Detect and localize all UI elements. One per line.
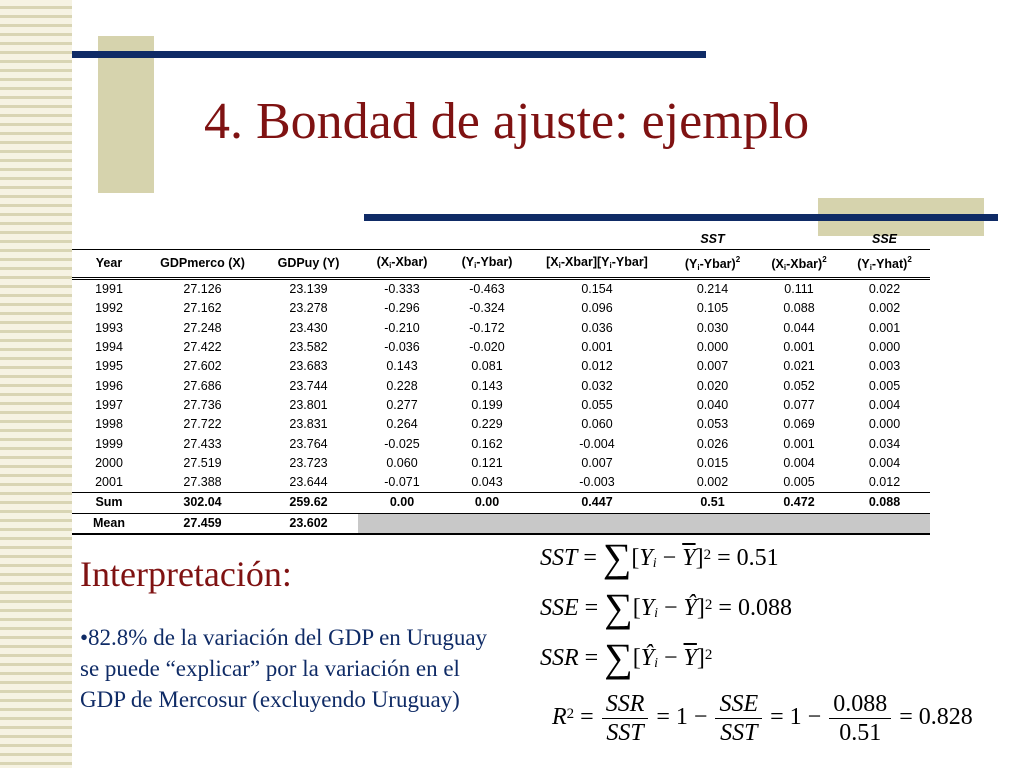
r2-formula: $R^2$ = $\frac{\text{SSR}}{\text{SST}}$ = 1 − $\frac{\text{SSE}}{\text{SST}}$ = 1 − $\frac{0.088}{0.51}$ = 0.828 <box>552 691 973 746</box>
value-cell: 0.199 <box>471 397 503 412</box>
value-cell: 0.005 <box>868 378 901 393</box>
value-cell: 0.228 <box>386 378 418 393</box>
value-cell: 0.081 <box>471 359 503 374</box>
value-cell: -0.036 <box>384 340 420 355</box>
ssr-formula: SSR = $\sum[Ŷ_i - \overline{Y}]^2$ <box>540 635 713 680</box>
value-cell: 0.004 <box>868 455 901 470</box>
tan-block-decoration <box>98 36 154 193</box>
value-cell: -0.210 <box>384 320 420 335</box>
mean-cell: 23.602 <box>259 513 358 534</box>
year-cell: 2000 <box>95 455 123 470</box>
value-cell: 0.069 <box>783 417 815 432</box>
interpretation-text: •82.8% de la variación del GDP en Uruguay se puede “explicar” por la variación en el GDP de Mercosur (excluyendo Uruguay) <box>80 625 488 712</box>
table-row <box>72 454 930 473</box>
value-cell: 0.096 <box>581 301 613 316</box>
value-cell: 0.055 <box>581 397 613 412</box>
mean-empty-shaded <box>358 513 930 534</box>
value-cell: -0.025 <box>384 436 420 451</box>
sse-group-label: SSE <box>871 232 897 246</box>
value-cell: 0.060 <box>386 455 418 470</box>
table-row <box>72 357 930 376</box>
year-cell: 1996 <box>95 378 123 393</box>
year-cell: 1997 <box>95 397 123 412</box>
value-cell: 0.154 <box>581 282 613 297</box>
value-cell: -0.333 <box>384 282 420 297</box>
table-body <box>72 279 930 534</box>
value-cell: 0.088 <box>783 301 815 316</box>
value-cell: 0.229 <box>471 417 503 432</box>
value-cell: 0.005 <box>783 475 815 490</box>
table-row <box>72 299 930 318</box>
value-cell: 0.036 <box>581 320 613 335</box>
slide-title: 4. Bondad de ajuste: ejemplo <box>204 93 810 150</box>
value-cell: 23.139 <box>289 282 328 297</box>
value-cell: 0.143 <box>386 359 418 374</box>
table-row <box>72 434 930 453</box>
year-cell: 1993 <box>95 320 123 335</box>
header-x-dev: $(X_i-Xbar)$ <box>358 250 446 279</box>
sum-cell: 0.00 <box>446 493 528 513</box>
value-cell: 0.021 <box>783 359 815 374</box>
header-gdpmerco: GDPmerco (X) <box>146 250 259 279</box>
value-cell: -0.071 <box>384 475 420 490</box>
value-cell: 0.053 <box>696 417 729 432</box>
table-group-row <box>72 230 930 250</box>
value-cell: 0.000 <box>696 340 729 355</box>
value-cell: 23.644 <box>289 475 328 490</box>
year-cell: 1995 <box>95 359 123 374</box>
value-cell: -0.463 <box>469 282 505 297</box>
value-cell: 23.582 <box>289 340 328 355</box>
value-cell: 23.683 <box>289 359 328 374</box>
value-cell: 0.012 <box>581 359 613 374</box>
header-gdpuy: GDPuy (Y) <box>259 250 358 279</box>
header-xy-product: $[X_i-Xbar][Y_i-Ybar]$ <box>528 250 666 279</box>
value-cell: 0.143 <box>471 378 503 393</box>
value-cell: 0.000 <box>868 340 901 355</box>
value-cell: 0.111 <box>784 282 814 297</box>
sum-cell: 0.472 <box>759 493 839 513</box>
value-cell: 0.043 <box>471 475 503 490</box>
value-cell: 0.020 <box>696 378 729 393</box>
value-cell: 0.052 <box>783 378 815 393</box>
value-cell: 0.002 <box>696 475 729 490</box>
mean-label: Mean <box>72 513 146 534</box>
left-stripe-decoration <box>0 0 72 768</box>
value-cell: 27.722 <box>183 417 222 432</box>
header-x-dev-sq: $(X_i-Xbar)^2$ <box>759 250 839 279</box>
middle-navy-bar <box>364 214 998 221</box>
sst-group-label: SST <box>700 232 725 246</box>
value-cell: 23.831 <box>289 417 328 432</box>
value-cell: 27.388 <box>183 475 222 490</box>
sum-cell: 0.51 <box>666 493 759 513</box>
value-cell: 0.026 <box>696 436 729 451</box>
value-cell: 0.000 <box>868 417 901 432</box>
value-cell: 27.248 <box>183 320 222 335</box>
value-cell: 0.034 <box>868 436 901 451</box>
value-cell: 23.278 <box>289 301 328 316</box>
value-cell: 0.003 <box>868 359 901 374</box>
r2-sse-number: 0.088 <box>829 690 891 719</box>
header-y-dev-sq: $(Y_i-Ybar)^2$ <box>666 250 759 279</box>
value-cell: -0.296 <box>384 301 420 316</box>
r2-value: 0.828 <box>918 704 973 731</box>
value-cell: 0.001 <box>868 320 901 335</box>
value-cell: 27.433 <box>183 436 222 451</box>
interpretation-heading: Interpretación: <box>80 554 292 594</box>
value-cell: 0.040 <box>696 397 729 412</box>
table-row <box>72 279 930 300</box>
value-cell: 0.105 <box>696 301 729 316</box>
value-cell: 27.126 <box>183 282 222 297</box>
value-cell: 27.686 <box>183 378 222 393</box>
sum-cell: 259.62 <box>259 493 358 513</box>
r2-sst-number: 0.51 <box>839 720 882 746</box>
sst-value: 0.51 <box>736 545 779 571</box>
year-cell: 1994 <box>95 340 123 355</box>
year-cell: 1991 <box>95 282 123 297</box>
value-cell: 0.022 <box>868 282 901 297</box>
value-cell: 0.004 <box>868 397 901 412</box>
mean-cell: 27.459 <box>146 513 259 534</box>
table-row <box>72 396 930 415</box>
sse-formula: SSE = $\sum[Y_i$ − Ŷ]$^2$ = 0.088 <box>540 585 792 630</box>
table-row <box>72 319 930 338</box>
value-cell: 0.264 <box>386 417 418 432</box>
header-y-dev: $(Y_i-Ybar)$ <box>446 250 528 279</box>
value-cell: -0.324 <box>469 301 505 316</box>
year-cell: 1999 <box>95 436 123 451</box>
sum-cell: 0.088 <box>839 493 930 513</box>
year-cell: 2001 <box>95 475 123 490</box>
value-cell: 0.277 <box>386 397 418 412</box>
sum-cell: 302.04 <box>146 493 259 513</box>
value-cell: 23.764 <box>289 436 328 451</box>
sum-cell: 0.447 <box>528 493 666 513</box>
value-cell: -0.004 <box>579 436 615 451</box>
value-cell: 0.004 <box>783 455 815 470</box>
value-cell: 0.007 <box>696 359 729 374</box>
value-cell: 0.002 <box>868 301 901 316</box>
sum-cell: 0.00 <box>358 493 446 513</box>
value-cell: 27.602 <box>183 359 222 374</box>
year-cell: 1992 <box>95 301 123 316</box>
header-residual-sq: $(Y_i-Yhat)^2$ <box>839 250 930 279</box>
value-cell: 27.736 <box>183 397 222 412</box>
value-cell: 0.030 <box>696 320 729 335</box>
value-cell: 0.060 <box>581 417 613 432</box>
sum-label: Sum <box>72 493 146 513</box>
table-row <box>72 338 930 357</box>
value-cell: 0.001 <box>581 340 613 355</box>
value-cell: 0.012 <box>868 475 901 490</box>
value-cell: 27.422 <box>183 340 222 355</box>
value-cell: 23.744 <box>289 378 328 393</box>
sst-formula: SST = $\sum[Y_i - \overline{Y}]^2 = 0.51$ <box>540 535 779 580</box>
table-header-row <box>72 250 930 279</box>
value-cell: 0.044 <box>783 320 815 335</box>
value-cell: 0.077 <box>783 397 815 412</box>
value-cell: 0.162 <box>471 436 503 451</box>
value-cell: 0.015 <box>696 455 729 470</box>
value-cell: -0.003 <box>579 475 615 490</box>
year-cell: 1998 <box>95 417 123 432</box>
table-row <box>72 415 930 434</box>
value-cell: 23.430 <box>289 320 328 335</box>
value-cell: 0.001 <box>783 340 815 355</box>
value-cell: 0.214 <box>696 282 729 297</box>
value-cell: -0.172 <box>469 320 505 335</box>
mean-row <box>72 513 930 534</box>
value-cell: 0.032 <box>581 378 613 393</box>
sse-value: 0.088 <box>737 595 792 621</box>
value-cell: 23.801 <box>289 397 328 412</box>
top-navy-bar <box>72 51 706 58</box>
value-cell: 0.007 <box>581 455 613 470</box>
regression-table <box>72 230 930 535</box>
value-cell: 27.519 <box>183 455 222 470</box>
value-cell: -0.020 <box>469 340 505 355</box>
value-cell: 0.121 <box>471 455 503 470</box>
value-cell: 23.723 <box>289 455 328 470</box>
header-year: Year <box>72 250 146 279</box>
sum-row <box>72 493 930 513</box>
value-cell: 27.162 <box>183 301 222 316</box>
table-row <box>72 473 930 493</box>
value-cell: 0.001 <box>783 436 815 451</box>
table-row <box>72 376 930 395</box>
